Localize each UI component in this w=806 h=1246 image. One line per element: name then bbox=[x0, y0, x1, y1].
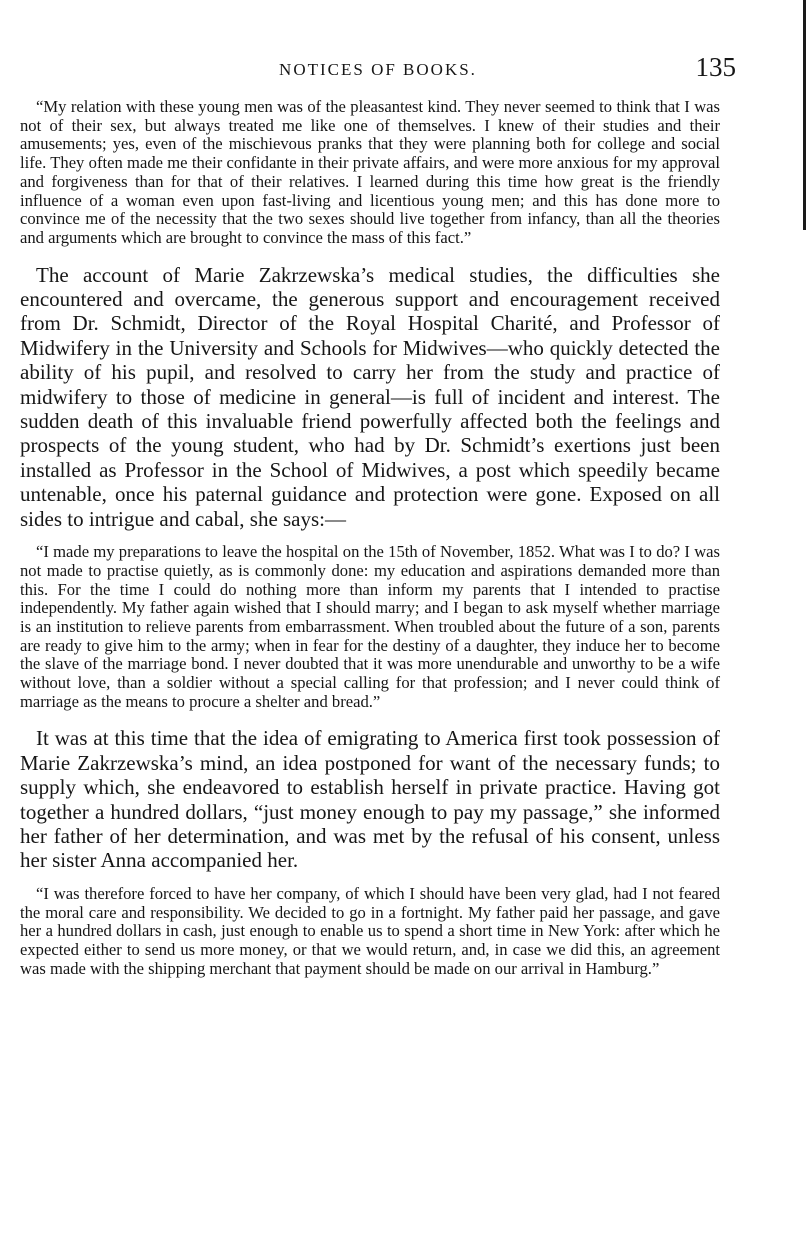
body-paragraph-2: It was at this time that the idea of emigrating to America first took possession of Marie Zakrzewska’s mind, an idea postponed for want of the necessary funds; to supply which, she endeavored to establish herself in private practice. Having got together a hundred dollars, “just money enough to pay my passage,” she informed her father of her determination, and was met by the refusal of his consent, unless her sister Anna accompanied her. bbox=[20, 726, 720, 873]
body-paragraph-1: The account of Marie Zakrzewska’s medical studies, the difficulties she encountered and overcame, the generous support and encouragement received from Dr. Schmidt, Director of the Royal Hospital Charité, and Professor of Midwifery in the University and Schools for Midwives—who quickly detected the ability of his pupil, and resolved to carry her from the study and practice of midwifery to those of medicine in general—is full of incident and interest. The sudden death of this invaluable friend powerfully affected both the feelings and prospects of the young student, who had by Dr. Schmidt’s exertions just been installed as Professor in the School of Midwives, a post which speedily became untenable, once his paternal guidance and protection were gone. Exposed on all sides to intrigue and cabal, she says:— bbox=[20, 262, 720, 531]
quote-paragraph-1: “My relation with these young men was of the pleasantest kind. They never seemed to think that I was not of their sex, but always treated me like one of themselves. I knew of their studies and their amusements; yes, even of the mischievous pranks that they were planning both for college and social life. They often made me their confidante in their private affairs, and were more anxious for my approval and forgiveness than for that of their relatives. I learned during this time how great is the friendly influence of a woman even upon fast-living and licentious young men; and this has done more to convince me of the necessity that the two sexes should live together from infancy, than all the theories and arguments which are brought to convince the mass of this fact.” bbox=[20, 97, 720, 247]
page-body bbox=[20, 98, 720, 978]
quote-paragraph-2: “I made my preparations to leave the hospital on the 15th of November, 1852. What was I to do? I was not made to practise quietly, as is commonly done: my education and aspirations demanded more than this. For the time I could do nothing more than inform my parents that I intended to practise independently. My father again wished that I should marry; and I began to ask myself whether marriage is an institution to relieve parents from embarrassment. When troubled about the future of a son, parents are ready to give him to the army; when in fear for the destiny of a daughter, they induce her to become the slave of the marriage bond. I never doubted that it was more unendurable and unworthy to be a wife without love, than a soldier without a special calling for that profession; and I never could think of marriage as the means to procure a shelter and bread.” bbox=[20, 542, 720, 711]
page-header bbox=[20, 52, 736, 86]
page-number: 135 bbox=[695, 52, 736, 82]
running-title: NOTICES OF BOOKS. bbox=[279, 60, 477, 79]
quote-paragraph-3: “I was therefore forced to have her company, of which I should have been very glad, had I not feared the moral care and responsibility. We decided to go in a fortnight. My father paid her passage, and gave her a hundred dollars in cash, just enough to enable us to spend a short time in New York: after which he expected either to send us more money, or that we would return, and, in case we did this, an agreement was made with the shipping merchant that payment should be made on our arrival in Hamburg.” bbox=[20, 883, 720, 978]
